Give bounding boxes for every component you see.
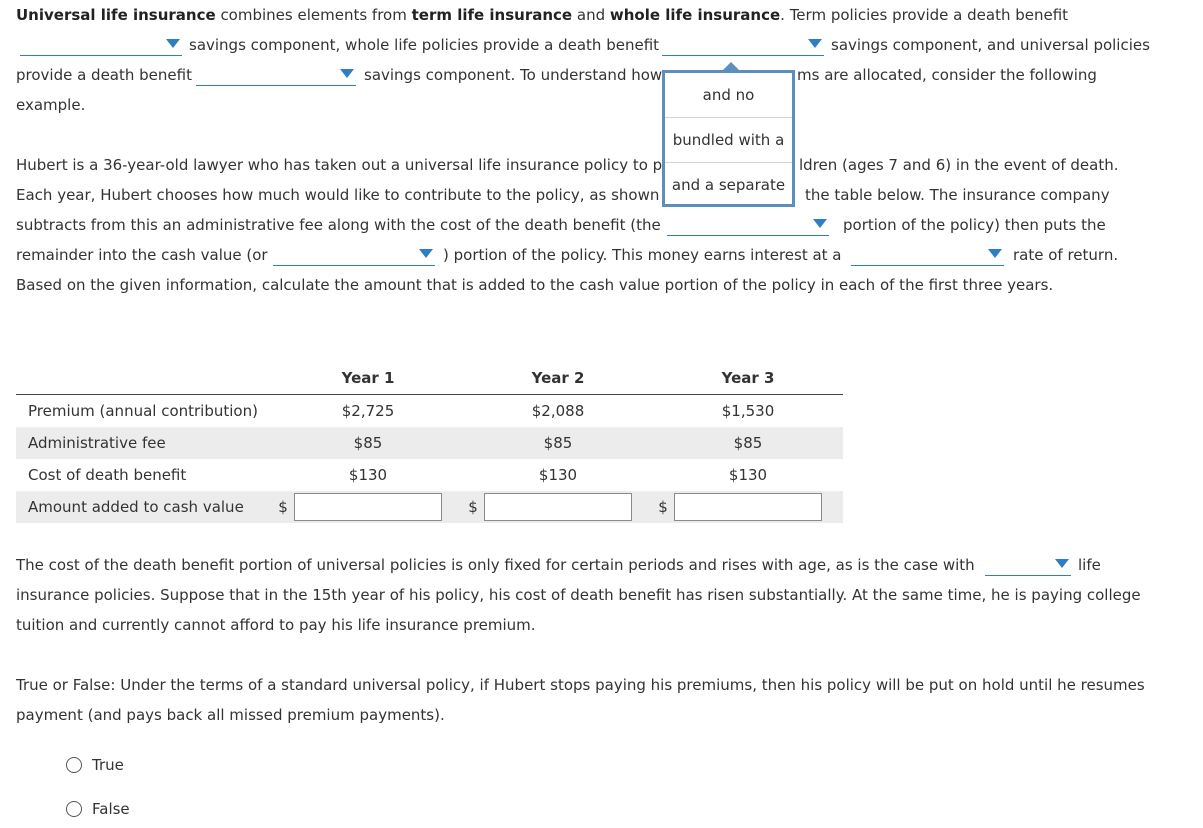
chevron-down-icon	[166, 39, 180, 48]
row-label: Cost of death benefit	[28, 466, 187, 484]
table-row	[16, 427, 843, 459]
para3-line-2: insurance policies. Suppose that in the 15th year of his policy, his cost of death benefit has risen substantially. At the same time, he is paying college	[16, 586, 1141, 604]
intro-line-1	[16, 4, 1068, 26]
chevron-down-icon	[813, 219, 827, 228]
question-line-2: payment (and pays back all missed premium payments).	[16, 706, 445, 724]
table-cell: $2,088	[531, 402, 585, 420]
dropdown-rate-of-return[interactable]	[851, 243, 1004, 266]
table-cell: $130	[728, 466, 768, 484]
para2-line-4b: ) portion of the policy. This money earns interest at a	[443, 246, 842, 264]
table-header-year-3: Year 3	[653, 362, 843, 395]
table-row	[16, 395, 843, 428]
chevron-down-icon	[419, 249, 433, 258]
radio-circle-icon[interactable]	[66, 801, 82, 817]
currency-symbol: $	[468, 498, 478, 516]
para2-line-5: Based on the given information, calculate the amount that is added to the cash value portion of the policy in each of the first three years.	[16, 276, 1054, 294]
para3-line-3: tuition and currently cannot afford to pay his life insurance premium.	[16, 616, 536, 634]
dropdown-option[interactable]: bundled with a	[665, 118, 792, 163]
para2-line-4c: rate of return.	[1013, 246, 1119, 264]
para2-line-3a: subtracts from this an administrative fee along with the cost of the death benefit (the	[16, 216, 661, 234]
para2-line-2b: the table below. The insurance company	[805, 186, 1110, 204]
table-cell: $130	[348, 466, 388, 484]
dropdown-cash-value-synonym[interactable]	[273, 243, 435, 266]
dropdown-options-popup	[662, 70, 795, 207]
cash-value-table	[16, 362, 843, 523]
table-row-input	[16, 491, 843, 523]
table-cell: $130	[538, 466, 578, 484]
dropdown-option[interactable]: and a separate	[671, 176, 786, 194]
intro-text: and	[572, 6, 610, 24]
input-cell-year-1	[273, 491, 463, 523]
input-cell-year-2	[463, 491, 653, 523]
radio-label: False	[92, 800, 130, 818]
bold-term: term life insurance	[411, 6, 573, 24]
table-cell: $85	[463, 427, 653, 459]
intro-text: . Term policies provide a death benefit	[780, 6, 1069, 24]
table-header-year-1: Year 1	[273, 362, 463, 395]
cash-value-input-year-2[interactable]	[484, 493, 632, 521]
intro-line-2a: savings component, whole life policies provide a death benefit	[189, 36, 660, 54]
dropdown-term-savings[interactable]	[20, 33, 182, 56]
table-header-empty	[16, 362, 273, 395]
row-label: Premium (annual contribution)	[28, 402, 258, 420]
intro-line-4: example.	[16, 96, 86, 114]
row-label: Amount added to cash value	[16, 491, 273, 523]
table-cell: $85	[273, 427, 463, 459]
cash-value-input-year-1[interactable]	[294, 493, 442, 521]
para2-line-2a: Each year, Hubert chooses how much would like to contribute to the policy, as shown	[16, 186, 660, 204]
table-header-year-2: Year 2	[463, 362, 653, 395]
question-line-1: True or False: Under the terms of a standard universal policy, if Hubert stops paying his premiums, then his policy will be put on hold until he resumes	[16, 676, 1145, 694]
table-cell: $1,530	[721, 402, 775, 420]
para2-line-1b: ldren (ages 7 and 6) in the event of death.	[799, 156, 1119, 174]
radio-label: True	[92, 756, 124, 774]
para2-line-4a: remainder into the cash value (or	[16, 246, 268, 264]
dropdown-whole-savings[interactable]	[662, 33, 824, 56]
intro-text: combines elements from	[215, 6, 412, 24]
currency-symbol: $	[658, 498, 668, 516]
dropdown-death-benefit-portion[interactable]	[667, 213, 829, 236]
table-row	[16, 459, 843, 491]
currency-symbol: $	[278, 498, 288, 516]
chevron-down-icon	[340, 69, 354, 78]
table-cell: $2,725	[341, 402, 395, 420]
table-cell: $85	[653, 427, 843, 459]
chevron-down-icon	[988, 249, 1002, 258]
para3-line-1b: life	[1078, 556, 1101, 574]
para2-line-1a: Hubert is a 36-year-old lawyer who has taken out a universal life insurance policy to p	[16, 156, 663, 174]
input-cell-year-3	[653, 491, 843, 523]
cash-value-input-year-3[interactable]	[674, 493, 822, 521]
para2-line-3b: portion of the policy) then puts the	[843, 216, 1106, 234]
bold-whole: whole life insurance	[609, 6, 781, 24]
dropdown-universal-savings[interactable]	[196, 63, 356, 86]
popup-pointer	[722, 62, 740, 71]
radio-false[interactable]	[66, 800, 130, 818]
intro-line-2b: savings component, and universal policies	[831, 36, 1150, 54]
bold-universal: Universal life insurance	[16, 6, 216, 24]
radio-circle-icon[interactable]	[66, 757, 82, 773]
para3-line-1a: The cost of the death benefit portion of universal policies is only fixed for certain periods and rises with age, as is the case with	[16, 556, 975, 574]
dropdown-policy-type[interactable]	[985, 553, 1071, 576]
chevron-down-icon	[808, 39, 822, 48]
chevron-down-icon	[1055, 559, 1069, 568]
dropdown-option[interactable]: and no	[665, 73, 792, 118]
intro-line-3b: savings component. To understand how	[364, 66, 663, 84]
intro-line-3a: provide a death benefit	[16, 66, 192, 84]
row-label: Administrative fee	[16, 427, 273, 459]
radio-true[interactable]	[66, 756, 124, 774]
intro-line-3c: ms are allocated, consider the following	[797, 66, 1097, 84]
